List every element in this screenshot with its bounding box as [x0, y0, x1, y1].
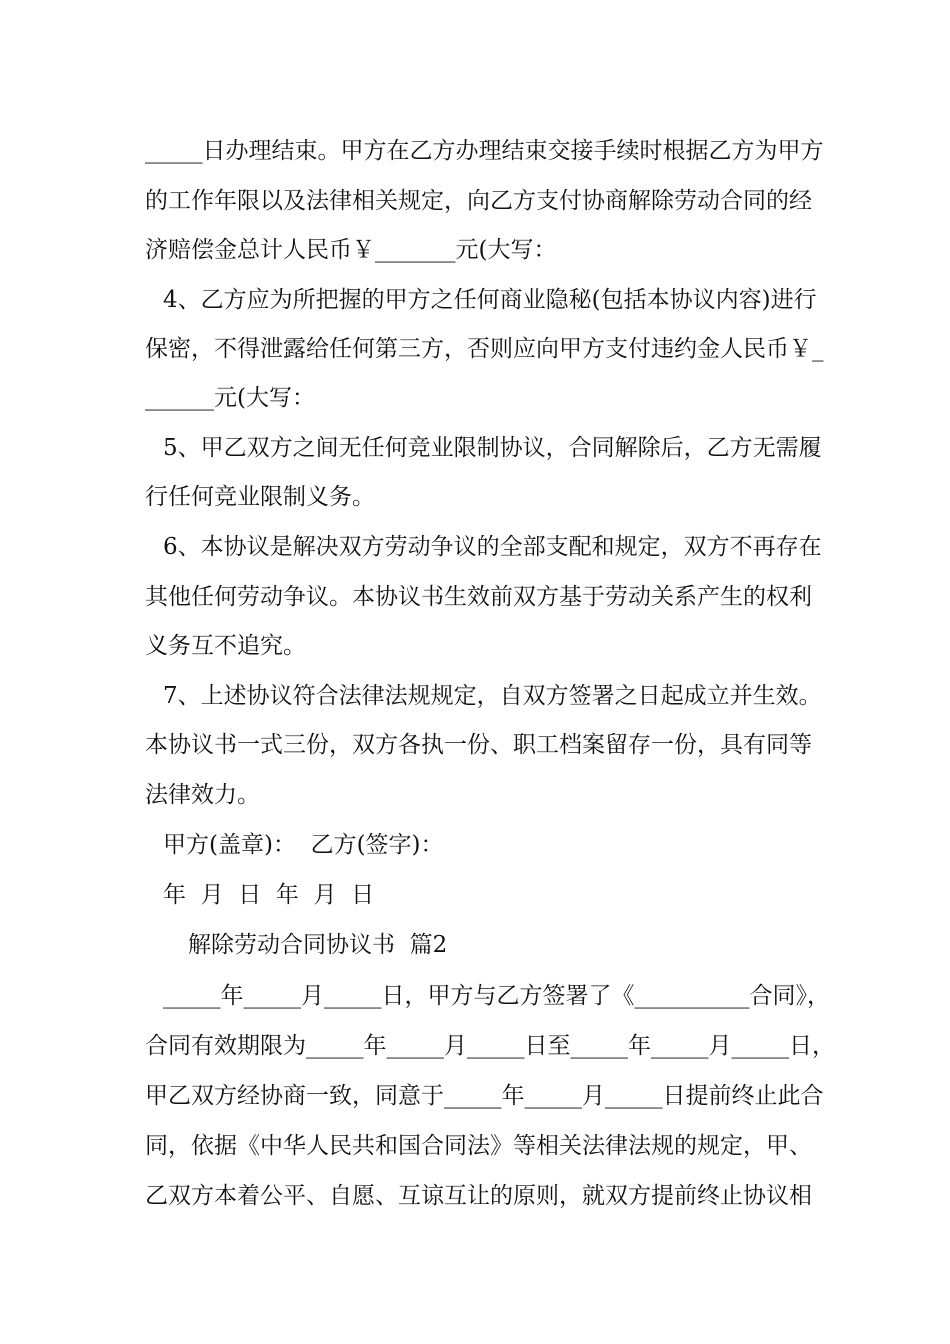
clause-6-line: 6、本协议是解决双方劳动争议的全部支配和规定，双方不再存在: [163, 534, 822, 560]
text-line: 其他任何劳动争议。本协议书生效前双方基于劳动关系产生的权利: [145, 584, 812, 610]
text-line: 合同有效期限为_____年_____月_____日至_____年_____月_____日，: [145, 1033, 835, 1059]
text-line: 甲乙双方经协商一致，同意于_____年_____月_____日提前终止此合: [145, 1083, 824, 1109]
text-line: 保密，不得泄露给任何第三方，否则应向甲方支付违约金人民币￥_: [145, 336, 824, 362]
signature-line: 甲方(盖章)： 乙方(签字)：: [163, 832, 444, 858]
text-line: 义务互不追究。: [145, 633, 306, 659]
date-line: 年 月 日 年 月 日: [163, 882, 375, 908]
text-line: 乙双方本着公平、自愿、互谅互让的原则，就双方提前终止协议相: [145, 1183, 812, 1209]
text-line: 的工作年限以及法律相关规定，向乙方支付协商解除劳动合同的经: [145, 188, 812, 214]
text-line: 同，依据《中华人民共和国合同法》等相关法律法规的规定，甲、: [145, 1133, 812, 1159]
text-line: _____年_____月_____日，甲方与乙方签署了《__________合同》，: [163, 983, 830, 1009]
text-line: ______元(大写：: [145, 385, 315, 411]
clause-4-line: 4、乙方应为所把握的甲方之任何商业隐秘(包括本协议内容)进行: [163, 287, 817, 313]
clause-5-line: 5、甲乙双方之间无任何竞业限制协议，合同解除后，乙方无需履: [163, 435, 822, 461]
text-line: 本协议书一式三份，双方各执一份、职工档案留存一份，具有同等: [145, 732, 812, 758]
clause-7-line: 7、上述协议符合法律法规规定，自双方签署之日起成立并生效。: [163, 683, 822, 709]
text-line: 济赔偿金总计人民币￥_______元(大写：: [145, 237, 557, 263]
text-line: _____日办理结束。甲方在乙方办理结束交接手续时根据乙方为甲方: [145, 138, 824, 164]
section-heading: 解除劳动合同协议书 篇2: [188, 932, 448, 958]
text-line: 法律效力。: [145, 782, 260, 808]
text-line: 行任何竞业限制义务。: [145, 484, 375, 510]
